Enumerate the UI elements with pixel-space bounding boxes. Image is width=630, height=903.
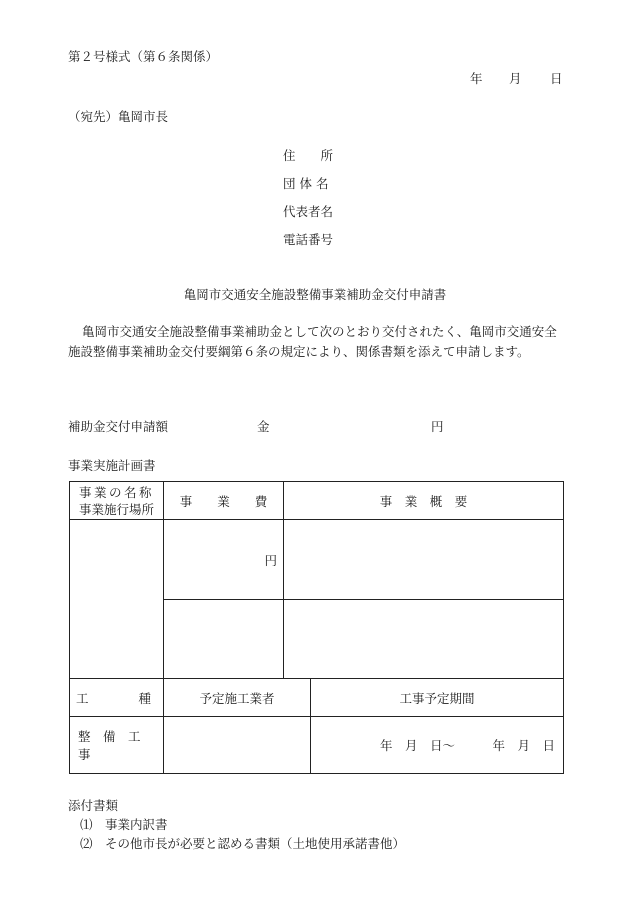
attachment-item-2: ⑵ その他市長が必要と認める書類（土地使用承諾書他） [80,836,406,851]
contractor-cell[interactable] [164,717,311,774]
date-day-label: 日 [550,71,563,86]
project-cost-header: 事 業 費 [164,482,284,520]
attachment-item-1: ⑴ 事業内訳書 [80,817,168,832]
project-summary-cell-2[interactable] [284,600,564,679]
phone-label: 電話番号 [283,232,334,247]
document-title: 亀岡市交通安全施設整備事業補助金交付申請書 [183,287,447,302]
plan-table [69,481,564,774]
yen-unit: 円 [264,552,277,568]
amount-unit: 円 [431,419,444,434]
representative-label: 代表者名 [283,204,334,219]
project-name-cell[interactable] [70,520,164,679]
project-cost-cell[interactable] [164,520,284,600]
project-location-label: 事業施行場所 [78,501,154,517]
work-type-header: 工 種 [70,679,164,717]
project-cost-cell-2[interactable] [164,600,284,679]
contractor-header: 予定施工業者 [164,679,311,717]
plan-heading: 事業実施計画書 [68,458,156,473]
project-name-header [70,482,164,520]
work-type-value: 整 備 工 事 [70,717,164,774]
amount-prefix: 金 [257,419,270,434]
amount-label: 補助金交付申請額 [68,419,169,434]
organization-label: 団 体 名 [283,176,329,191]
addressee: （宛先）亀岡市長 [68,109,169,124]
body-paragraph: 亀岡市交通安全施設整備事業補助金として次のとおり交付されたく、亀岡市交通安全施設整備事業補助金交付要綱第６条の規定により、関係書類を添えて申請します。 [68,324,557,359]
date-year-label: 年 [470,71,483,86]
attachments-heading: 添付書類 [68,798,119,813]
form-number: 第２号様式（第６条関係） [68,49,219,64]
address-label: 住 所 [283,148,334,163]
date-month-label: 月 [509,71,522,86]
period-header: 工事予定期間 [311,679,564,717]
project-name-label: 事業の名称 [78,484,154,500]
project-summary-header: 事 業 概 要 [284,482,564,520]
project-summary-cell[interactable] [284,520,564,600]
period-value: 年 月 日～ 年 月 日 [311,717,564,774]
